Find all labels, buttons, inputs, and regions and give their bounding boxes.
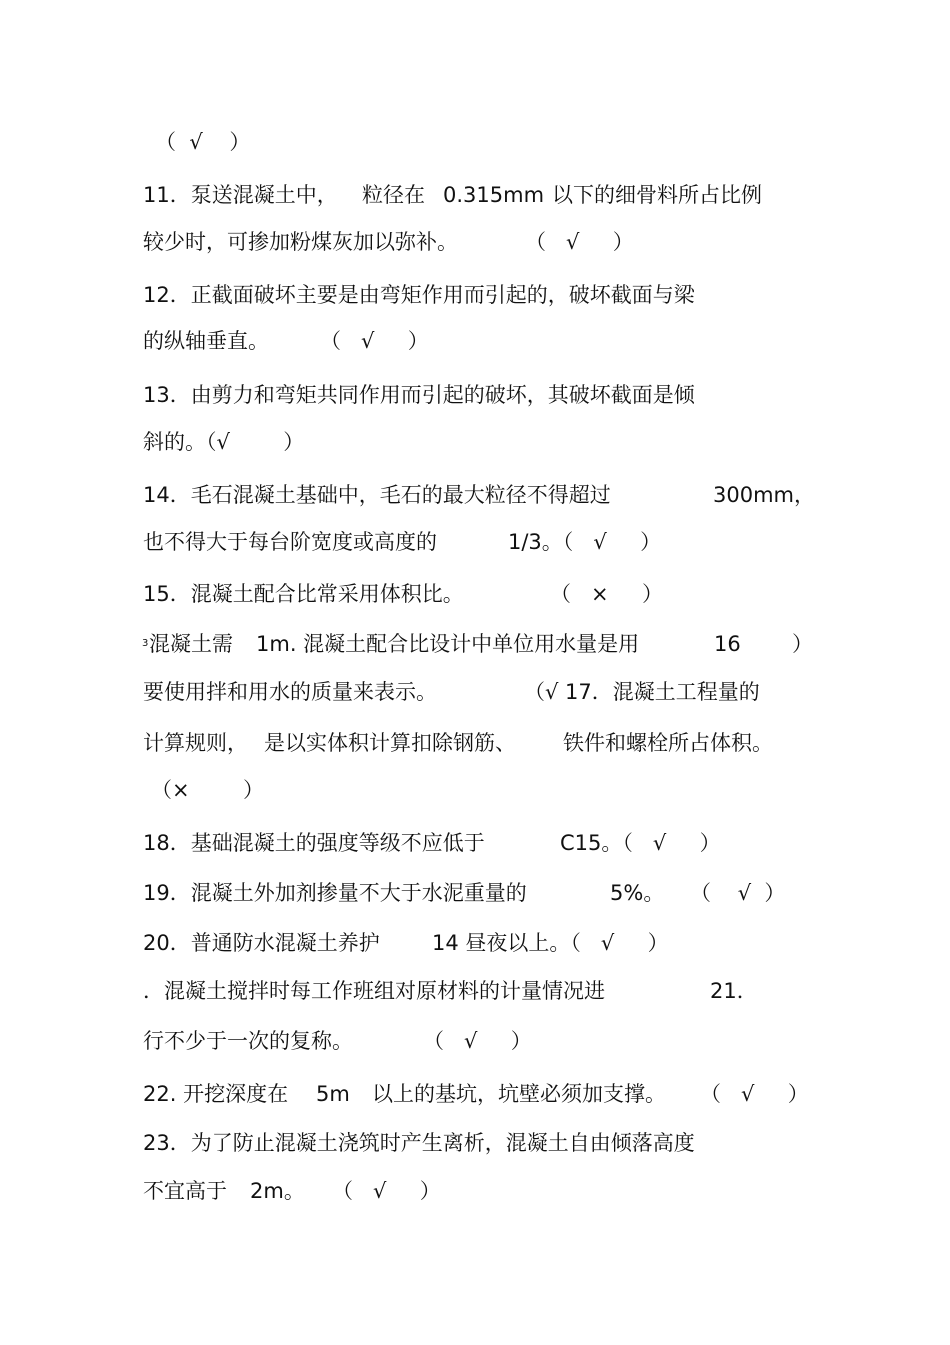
question-18-line xyxy=(0,828,721,858)
question-text: 粒径在 xyxy=(362,183,425,207)
question-17-line-2 xyxy=(0,775,264,805)
question-text: 不宜高于 xyxy=(143,1179,227,1203)
question-text: 23．为了防止混凝土浇筑时产生离析，混凝土自由倾落高度 xyxy=(143,1131,695,1155)
question-text: 是以实体积计算扣除钢筋、 xyxy=(264,731,516,755)
question-text: 的纵轴垂直。 xyxy=(143,329,269,353)
question-13-line-1 xyxy=(0,380,695,410)
question-17-line-1 xyxy=(0,728,773,758)
question-text: ．混凝土搅拌时每工作班组对原材料的计量情况进 xyxy=(143,979,605,1003)
question-14-line-1 xyxy=(0,480,815,510)
question-20-line xyxy=(0,928,669,958)
question-21-line-1 xyxy=(0,976,758,1006)
question-text: 14 昼夜以上。（ √ ） xyxy=(432,931,669,955)
answer-mark: （ × ） xyxy=(550,582,663,606)
question-text: 要使用拌和用水的质量来表示。 xyxy=(143,680,437,704)
answer-mark: （ √ ） xyxy=(700,1082,809,1106)
question-text: 计算规则， xyxy=(143,731,248,755)
answer-line xyxy=(0,127,251,157)
question-text: 13．由剪力和弯矩共同作用而引起的破坏，其破坏截面是倾 xyxy=(143,383,695,407)
question-text: C15。（ √ ） xyxy=(560,831,721,855)
question-text: 混凝土需 xyxy=(149,632,233,656)
question-16-line-2 xyxy=(0,677,760,707)
question-19-line xyxy=(0,878,786,908)
question-22-line xyxy=(0,1079,809,1109)
answer-mark: （ √ ） xyxy=(690,881,786,905)
question-text: 铁件和螺栓所占体积。 xyxy=(563,731,773,755)
question-text: 也不得大于每台阶宽度或高度的 xyxy=(143,530,437,554)
question-text: 5m xyxy=(316,1082,350,1106)
question-text: 20．普通防水混凝土养护 xyxy=(143,931,380,955)
question-text: 21． xyxy=(710,979,758,1003)
question-text: 斜的。（√ ） xyxy=(143,430,305,454)
question-12-line-1 xyxy=(0,280,695,310)
question-text: 18．基础混凝土的强度等级不应低于 xyxy=(143,831,485,855)
question-text: 22. 开挖深度在 xyxy=(143,1082,289,1106)
question-12-line-2 xyxy=(0,326,429,356)
question-text: 较少时，可掺加粉煤灰加以弥补。 xyxy=(143,230,458,254)
question-11-line-1 xyxy=(0,180,762,210)
question-text: 以下的细骨料所占比例 xyxy=(552,183,762,207)
question-23-line-1 xyxy=(0,1128,695,1158)
question-text: 0.315mm xyxy=(443,183,545,207)
answer-mark: （ √ ） xyxy=(332,1179,441,1203)
question-15-line xyxy=(0,579,663,609)
answer-mark: （ √ ） xyxy=(155,130,251,154)
question-text: 15．混凝土配合比常采用体积比。 xyxy=(143,582,464,606)
question-text: 16 xyxy=(714,632,741,656)
question-11-line-2 xyxy=(0,227,634,257)
question-text: 1m. 混凝土配合比设计中单位用水量是用 xyxy=(256,632,640,656)
question-14-line-2 xyxy=(0,527,662,557)
question-text: 14．毛石混凝土基础中，毛石的最大粒径不得超过 xyxy=(143,483,611,507)
question-13-line-2 xyxy=(0,427,305,457)
question-text: （√ 17．混凝土工程量的 xyxy=(524,680,760,704)
question-text: 11．泵送混凝土中， xyxy=(143,183,338,207)
question-text: 19．混凝土外加剂掺量不大于水泥重量的 xyxy=(143,881,527,905)
question-16-line-1 xyxy=(0,629,813,659)
answer-mark: （ √ ） xyxy=(320,329,429,353)
question-text: ） xyxy=(792,632,813,656)
superscript-text: 3 xyxy=(142,638,149,649)
answer-mark: （ √ ） xyxy=(423,1029,532,1053)
answer-mark: （ √ ） xyxy=(525,230,634,254)
question-text: 300mm， xyxy=(713,483,815,507)
question-text: 2m。 xyxy=(250,1179,305,1203)
question-text: 行不少于一次的复称。 xyxy=(143,1029,353,1053)
question-text: 12．正截面破坏主要是由弯矩作用而引起的，破坏截面与梁 xyxy=(143,283,695,307)
answer-mark: （× ） xyxy=(151,778,264,802)
question-23-line-2 xyxy=(0,1176,441,1206)
question-text: 5%。 xyxy=(610,881,665,905)
question-21-line-2 xyxy=(0,1026,532,1056)
answer-mark: 1/3。（ √ ） xyxy=(508,530,662,554)
question-text: 以上的基坑，坑壁必须加支撑。 xyxy=(372,1082,666,1106)
